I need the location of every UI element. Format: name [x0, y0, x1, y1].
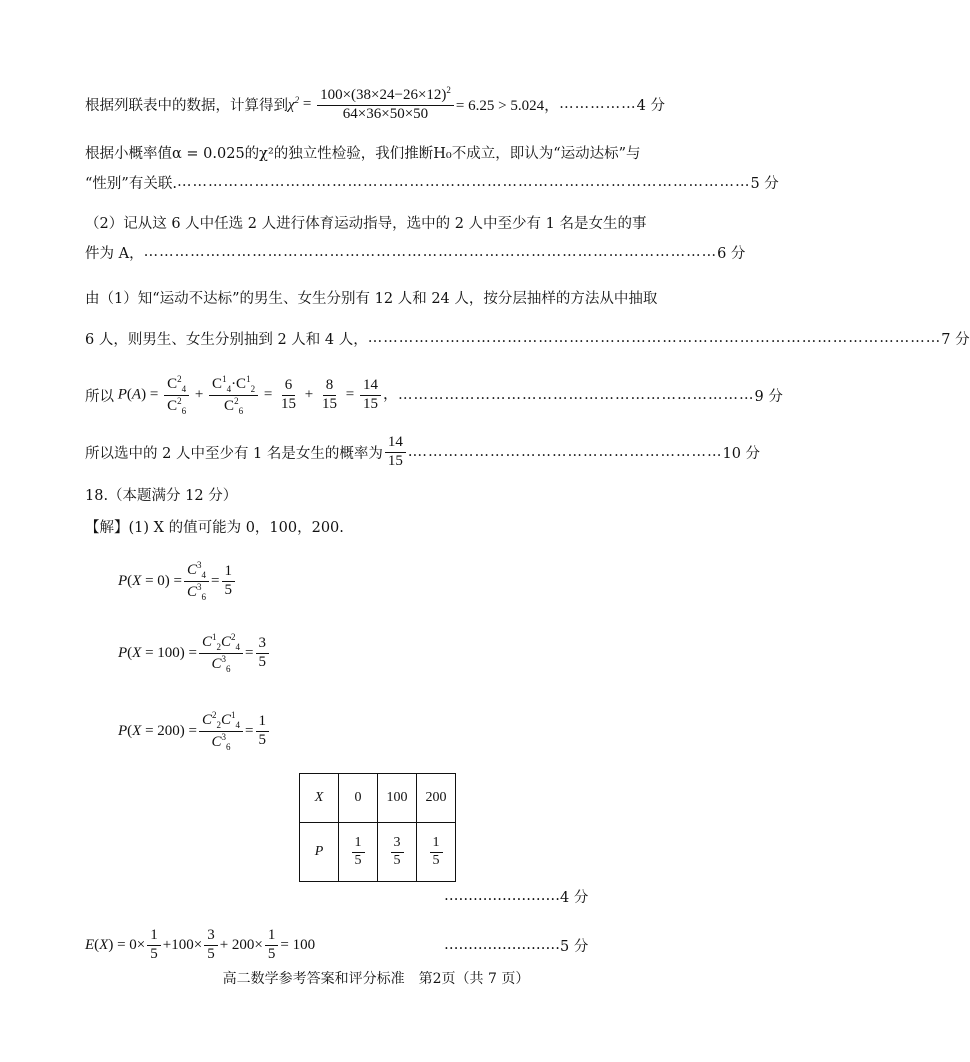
sample-text: 6 人，则男生、女生分别抽到 2 人和 4 人，: [85, 331, 368, 348]
dot-leader: ……………: [559, 96, 637, 112]
dot-leader: …………………………………………………………………………………………………: [367, 330, 942, 346]
score-label: 4 分: [560, 889, 589, 906]
chi-symbol: $\chi^2$: [288, 94, 300, 113]
expectation-formula: E ( X ) = 0× $\frac{1}{5}$ +100× $\frac{3}{5}$ + 200× $\frac{1}{5}$ = 100: [85, 927, 316, 962]
dot-leader: ……………………………………………………: [412, 444, 723, 460]
table-cell: $\frac{3}{5}$: [378, 823, 417, 882]
table-row: [300, 774, 456, 823]
px0-formula: P ( X = 0) = $\frac{C^3_4}{C^3_6}$ = $\frac{1}{5}$: [118, 556, 237, 606]
pa-formula: P(A) = $\frac{C^2_4}{C^2_6}$ + $\frac{C^1_4\cdot C^1_2}{C^2_6}$ = $\frac{6}{15}$ + $\frac{8}{15}$ = $\frac{14}{15}$ ，: [117, 374, 398, 416]
table-cell: $\frac{1}{5}$: [417, 823, 456, 882]
px200-formula: P ( X = 200) = $\frac{C^2_2C^1_4}{C^3_6}$ = $\frac{1}{5}$: [118, 706, 271, 756]
stratified-line: [85, 285, 657, 309]
score-label: 7 分: [941, 331, 970, 348]
final-probability-line: 所以选中的 2 人中至少有 1 名是女生的概率为 $\frac{14}{15}$ . …………………………………………………… 10 分: [85, 434, 761, 469]
chi-square-prefix: 根据列联表中的数据，计算得到: [85, 97, 288, 114]
expectation-score-line: [444, 933, 588, 957]
chi-square-line: 根据列联表中的数据，计算得到 $\chi^2$ = $\frac{100\times(38\times 24-26\times 12)^2}{64\times 36\times 50\times 50}$ = 6.25 > 5.024， …………… 4 分: [85, 85, 665, 122]
table-score-line: [444, 884, 588, 908]
final-probability-text: 所以选中的 2 人中至少有 1 名是女生的概率为: [85, 445, 383, 462]
conclusion-text: “性别”有关联.: [85, 175, 177, 192]
solution-intro: 【解】(1) X 的值可能为 0，100，200.: [85, 519, 344, 536]
probability-formula-line: [85, 370, 783, 420]
table-header-cell: 200: [417, 774, 456, 823]
question-18-heading: 18.（本题满分 12 分）: [85, 487, 238, 504]
table-header-cell: 0: [339, 774, 378, 823]
score-label: 9 分: [754, 388, 783, 405]
score-label: 5 分: [750, 175, 779, 192]
table-cell: P: [300, 823, 339, 882]
score-label: 10 分: [722, 445, 761, 462]
dot-leader: …………………………………………………………………………………………………: [143, 244, 718, 260]
chi-square-result: = 6.25 > 5.024，: [455, 97, 560, 114]
table-row: [300, 823, 456, 882]
score-label: 6 分: [717, 245, 746, 262]
event-a-line: [85, 240, 746, 264]
so-prefix: 所以: [85, 388, 114, 405]
dot-leader: …………………………………………………………………………………………………: [176, 174, 751, 190]
dot-leader: ……………………………………………………………: [397, 387, 755, 403]
sample-line: [85, 326, 970, 350]
independence-test-line: [85, 140, 641, 164]
table-header-cell: X: [300, 774, 339, 823]
score-label: 4 分: [636, 97, 665, 114]
dot-leader: ……………………: [444, 937, 560, 953]
event-a-text: 件为 A，: [85, 245, 144, 262]
independence-test-text: 根据小概率值α = 0.025的χ²的独立性检验，我们推断H₀不成立，即认为“运动达标”与: [85, 145, 641, 162]
px100-formula: P ( X = 100) = $\frac{C^1_2C^2_4}{C^3_6}$ = $\frac{3}{5}$: [118, 628, 271, 678]
table-header-cell: 100: [378, 774, 417, 823]
score-label: 5 分: [560, 938, 589, 955]
distribution-table: [299, 773, 456, 882]
stratified-text: 由（1）知“运动不达标”的男生、女生分别有 12 人和 24 人，按分层抽样的方法从中抽取: [85, 290, 658, 307]
part2-line: [85, 210, 647, 234]
chi-square-fraction: $\frac{100\times(38\times 24-26\times 12)^2}{64\times 36\times 50\times 50}$: [317, 85, 454, 123]
part2-text: （2）记从这 6 人中任选 2 人进行体育运动指导，选中的 2 人中至少有 1 名是女生的事: [85, 215, 647, 232]
dot-leader: ……………………: [444, 888, 560, 904]
table-cell: $\frac{1}{5}$: [339, 823, 378, 882]
conclusion-line: [85, 170, 779, 194]
final-fraction: $\frac{14}{15}$: [385, 434, 406, 470]
page-footer: 高二数学参考答案和评分标准 第2页（共 7 页）: [222, 971, 530, 987]
